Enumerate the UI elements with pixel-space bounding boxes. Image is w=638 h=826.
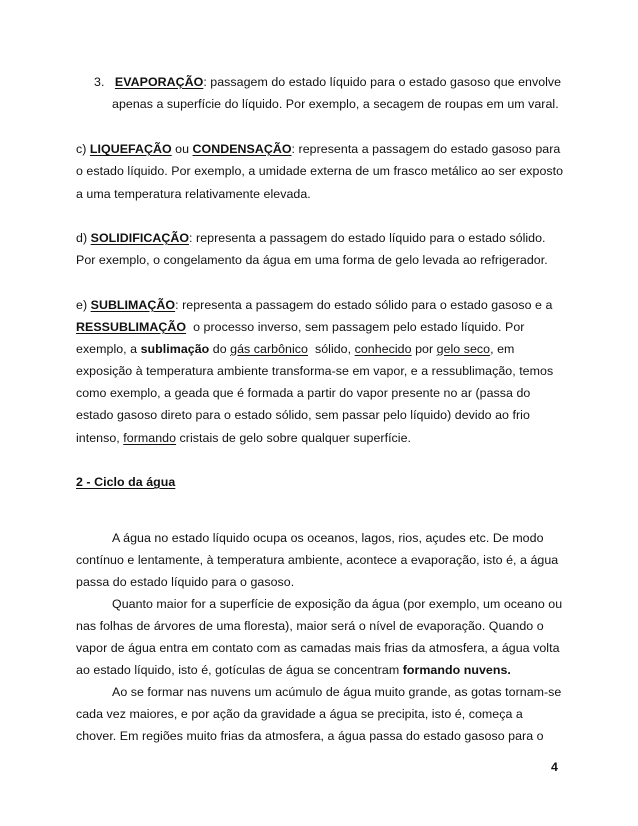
term-solidificacao: SOLIDIFICAÇÃO (90, 231, 190, 245)
page-number: 4 (551, 760, 558, 774)
paragraph-2-line-4 (76, 662, 511, 678)
item-d-prefix: d) (76, 231, 91, 245)
paragraph-2-line-2: nas folhas de árvores de uma floresta), maior será o nível de evaporação. Quando o (76, 619, 544, 633)
item-c-line-2: o estado líquido. Por exemplo, a umidade externa de um frasco metálico ao ser exposto (76, 164, 564, 178)
item-e-line-2-text: o processo inverso, sem passagem pelo estado líquido. Por (186, 320, 525, 334)
item-e-line-1 (76, 297, 552, 313)
paragraph-1-line-1: A água no estado líquido ocupa os oceanos, lagos, rios, açudes etc. De modo (112, 531, 544, 545)
item-e-line-5: como exemplo, a geada que é formada a partir do vapor presente no ar (passa do (76, 386, 531, 400)
term-sublimacao: SUBLIMAÇÃO (90, 298, 176, 312)
item-e-line-3-c: do (209, 342, 231, 356)
item-d-line-2: Por exemplo, o congelamento da água em uma forma de gelo levada ao refrigerador. (76, 253, 548, 267)
paragraph-3-line-1: Ao se formar nas nuvens um acúmulo de água muito grande, as gotas tornam-se (112, 685, 562, 699)
item-e-line-3-g: por (411, 342, 437, 356)
term-condensacao: CONDENSAÇÃO (192, 142, 292, 156)
item-c-line-1 (76, 141, 560, 157)
term-evaporacao: EVAPORAÇÃO (114, 75, 204, 89)
term-liquefacao: LIQUEFAÇÃO (89, 142, 172, 156)
item-c-prefix: c) (76, 142, 90, 156)
section-heading: 2 - Ciclo da água (76, 475, 176, 489)
paragraph-2-line-3: vapor de água entra em contato com as camadas mais frias da atmosfera, a água volta (76, 641, 560, 655)
paragraph-1-line-3: passa do estado líquido para o gasoso. (76, 575, 295, 589)
bold-formando-nuvens: formando nuvens. (402, 663, 511, 677)
paragraph-2-line-4-text: ao estado líquido, isto é, gotículas de água se concentram (76, 663, 403, 677)
item-e-line-2 (76, 319, 524, 335)
underlined-conhecido: conhecido (354, 342, 412, 356)
paragraph-2-line-1: Quanto maior for a superfície de exposição da água (por exemplo, um oceano ou (112, 597, 563, 611)
bold-sublimacao: sublimação (140, 342, 210, 356)
item-3-text: : passagem do estado líquido para o estado gasoso que envolve (203, 75, 562, 89)
item-3-line-2: apenas a superfície do líquido. Por exemplo, a secagem de roupas em um varal. (112, 97, 559, 111)
paragraph-1-line-2: contínuo e lentamente, à temperatura ambiente, acontece a evaporação, isto é, a água (76, 553, 559, 567)
term-ressublimacao: RESSUBLIMAÇÃO (76, 320, 187, 334)
item-e-line-3 (76, 341, 514, 357)
item-e-line-4: exposição à temperatura ambiente transforma-se em vapor, e a ressublimação, temos (76, 364, 554, 378)
item-c-line-3: a uma temperatura relativamente elevada. (76, 187, 311, 201)
underlined-formando: formando (123, 431, 177, 445)
item-e-line-7-a: intenso, (76, 431, 124, 445)
item-e-line-7-c: cristais de gelo sobre qualquer superfície. (176, 431, 412, 445)
underlined-gelo-seco: gelo seco (436, 342, 491, 356)
item-e-text: : representa a passagem do estado sólido para o estado gasoso e a (175, 298, 553, 312)
item-d-text: : representa a passagem do estado líquido para o estado sólido. (189, 231, 546, 245)
item-e-line-3-a: exemplo, a (76, 342, 141, 356)
underlined-gas-carbonico: gás carbônico (230, 342, 308, 356)
item-3-line-1 (94, 74, 561, 90)
paragraph-3-line-2: cada vez maiores, e por ação da gravidade a água se precipita, isto é, começa a (76, 707, 523, 721)
item-c-connector: ou (171, 142, 193, 156)
item-e-prefix: e) (76, 298, 91, 312)
item-d-line-1 (76, 230, 546, 246)
paragraph-3-line-3: chover. Em regiões muito frias da atmosfera, a água passa do estado gasoso para o (76, 729, 544, 743)
item-e-line-3-e: sólido, (307, 342, 355, 356)
item-c-text: : representa a passagem do estado gasoso para (291, 142, 561, 156)
item-e-line-6: estado gasoso direto para o estado sólido, sem passar pelo líquido) devido ao frio (76, 408, 530, 422)
item-e-line-3-i: , em (490, 342, 515, 356)
item-e-line-7 (76, 430, 411, 446)
item-3-number: 3. (94, 75, 105, 89)
